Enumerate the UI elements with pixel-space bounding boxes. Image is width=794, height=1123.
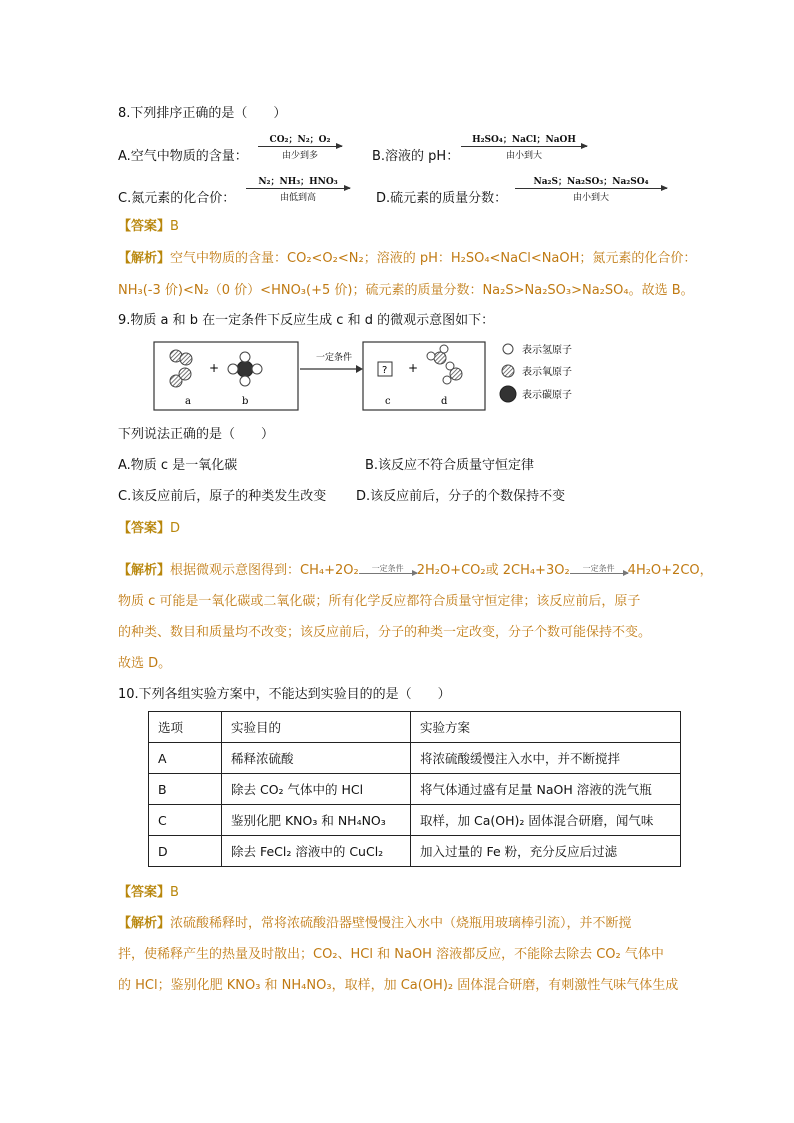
q8-option-a-sequence: CO₂；N₂；O₂ [269,135,331,145]
header-purpose: 实验目的 [222,712,411,743]
q8-option-b-arrow [461,132,587,161]
q9-micro-diagram [150,336,600,414]
row-purpose: 除去 FeCl₂ 溶液中的 CuCl₂ [222,836,411,867]
table-row [149,836,681,867]
row-purpose: 除去 CO₂ 气体中的 HCl [222,774,411,805]
answer-value: B [170,885,179,900]
q8-option-d-arrow [515,174,667,203]
analysis-text: 空气中物质的含量：CO₂<O₂<N₂；溶液的 pH：H₂SO₄<NaCl<NaOH；氮元素的化合价： [170,251,697,266]
answer-tag: 【答案】 [118,219,171,234]
condition-label: 一定条件 [316,353,353,363]
q8-option-a-arrow [258,132,342,161]
row-purpose: 鉴别化肥 KNO₃ 和 NH₄NO₃ [222,805,411,836]
legend-hydrogen: 表示氢原子 [522,345,572,356]
molecule-d [427,345,462,384]
q9-analysis-line-1 [118,562,713,580]
q9-analysis-line-4: 故选 D。 [118,656,172,671]
svg-text:+: + [408,361,419,375]
q10-analysis-line-2: 拌，使稀释产生的热量及时散出；CO₂、HCl 和 NaOH 溶液都反应，不能除去除去 CO₂ 气体中 [118,947,664,962]
row-option: D [149,836,222,867]
q9-question: 下列说法正确的是（ ） [118,427,275,442]
answer-value: D [170,521,181,536]
header-plan: 实验方案 [411,712,681,743]
table-row [149,743,681,774]
arrow-condition: 一定条件 [582,563,615,573]
q8-option-c-label: C.氮元素的化合价： [118,191,236,206]
molecule-a [170,350,192,387]
label-b: b [242,396,249,407]
row-option: B [149,774,222,805]
q10-stem: 10.下列各组实验方案中，不能达到实验目的的是（ ） [118,687,451,702]
label-a: a [185,396,191,407]
row-plan: 取样，加 Ca(OH)₂ 固体混合研磨，闻气味 [411,805,681,836]
q9-option-a: A.物质 c 是一氧化碳 [118,458,238,473]
row-purpose: 稀释浓硫酸 [222,743,411,774]
q10-answer [118,884,179,902]
q9-analysis-line-2: 物质 c 可能是一氧化碳或二氧化碳；所有化学反应都符合质量守恒定律；该反应前后，原子 [118,594,641,609]
q8-option-a-order: 由少到多 [281,151,318,161]
q8-stem: 8.下列排序正确的是（ ） [118,106,287,121]
table-header-row [149,712,681,743]
q8-option-a-label: A.空气中物质的含量： [118,149,248,164]
label-d: d [441,396,448,407]
analysis-eq-2: 2H₂O+CO₂或 2CH₄+3O₂ [416,563,570,578]
row-plan: 加入过量的 Fe 粉，充分反应后过滤 [411,836,681,867]
q8-option-d-label: D.硫元素的质量分数： [376,191,508,206]
q9-option-d: D.该反应前后，分子的个数保持不变 [356,489,566,504]
answer-value: B [170,219,179,234]
row-option: A [149,743,222,774]
molecule-b [228,352,262,386]
q8-option-c-order: 由低到高 [279,193,316,203]
analysis-tag: 【解析】 [118,251,171,266]
answer-tag: 【答案】 [118,885,171,900]
plus-sign: + [209,361,220,375]
arrow-condition: 一定条件 [371,563,404,573]
q9-analysis-line-3: 的种类、数目和质量均不改变；该反应前后，分子的种类一定改变，分子个数可能保持不变。 [118,625,652,640]
reaction-arrow [359,564,417,578]
arrow-icon [515,188,667,189]
row-option: C [149,805,222,836]
arrow-icon [461,146,587,147]
table-row [149,805,681,836]
analysis-tag: 【解析】 [118,563,171,578]
analysis-text: 浓硫酸稀释时，常将浓硫酸沿器壁慢慢注入水中（烧瓶用玻璃棒引流），并不断搅 [170,916,632,931]
unknown-mark: ? [382,365,388,376]
row-plan: 将浓硫酸缓慢注入水中，并不断搅拌 [411,743,681,774]
q10-analysis-line-3: 的 HCl；鉴别化肥 KNO₃ 和 NH₄NO₃，取样，加 Ca(OH)₂ 固体混合研磨，有刺激性气味气体生成 [118,978,679,993]
arrow-icon [359,573,417,574]
legend-oxygen: 表示氧原子 [522,367,572,378]
q8-option-d-order: 由小到大 [572,193,609,203]
q9-option-c: C.该反应前后，原子的种类发生改变 [118,489,327,504]
q8-analysis-line-2: NH₃(-3 价)<N₂（0 价）<HNO₃(+5 价)；硫元素的质量分数：Na₂S>Na₂SO₃>Na₂SO₄。故选 B。 [118,283,694,298]
q9-option-b: B.该反应不符合质量守恒定律 [365,458,535,473]
q8-option-b-order: 由小到大 [505,151,542,161]
row-plan: 将气体通过盛有足量 NaOH 溶液的洗气瓶 [411,774,681,805]
q9-answer [118,520,180,538]
arrow-icon [258,146,342,147]
reaction-arrow [570,564,628,578]
label-c: c [385,396,391,407]
q10-analysis-line-1 [118,915,632,933]
experiment-table [148,711,681,867]
q8-answer [118,218,179,236]
q8-option-c-sequence: N₂；NH₃；HNO₃ [258,177,338,187]
analysis-eq-3: 4H₂O+2CO， [627,563,713,578]
answer-tag: 【答案】 [118,521,171,536]
q8-option-d-sequence: Na₂S；Na₂SO₃；Na₂SO₄ [533,177,649,187]
header-option: 选项 [149,712,222,743]
q9-stem: 9.物质 a 和 b 在一定条件下反应生成 c 和 d 的微观示意图如下： [118,313,495,328]
arrow-icon [246,188,350,189]
table-row [149,774,681,805]
q8-option-b-label: B.溶液的 pH： [372,149,460,164]
q8-option-b-sequence: H₂SO₄；NaCl；NaOH [472,135,576,145]
arrow-icon [570,573,628,574]
legend-carbon: 表示碳原子 [522,390,572,401]
analysis-eq-1: 根据微观示意图得到：CH₄+2O₂ [170,563,359,578]
analysis-tag: 【解析】 [118,916,171,931]
q8-option-c-arrow [246,174,350,203]
q8-analysis-line-1 [118,250,696,268]
